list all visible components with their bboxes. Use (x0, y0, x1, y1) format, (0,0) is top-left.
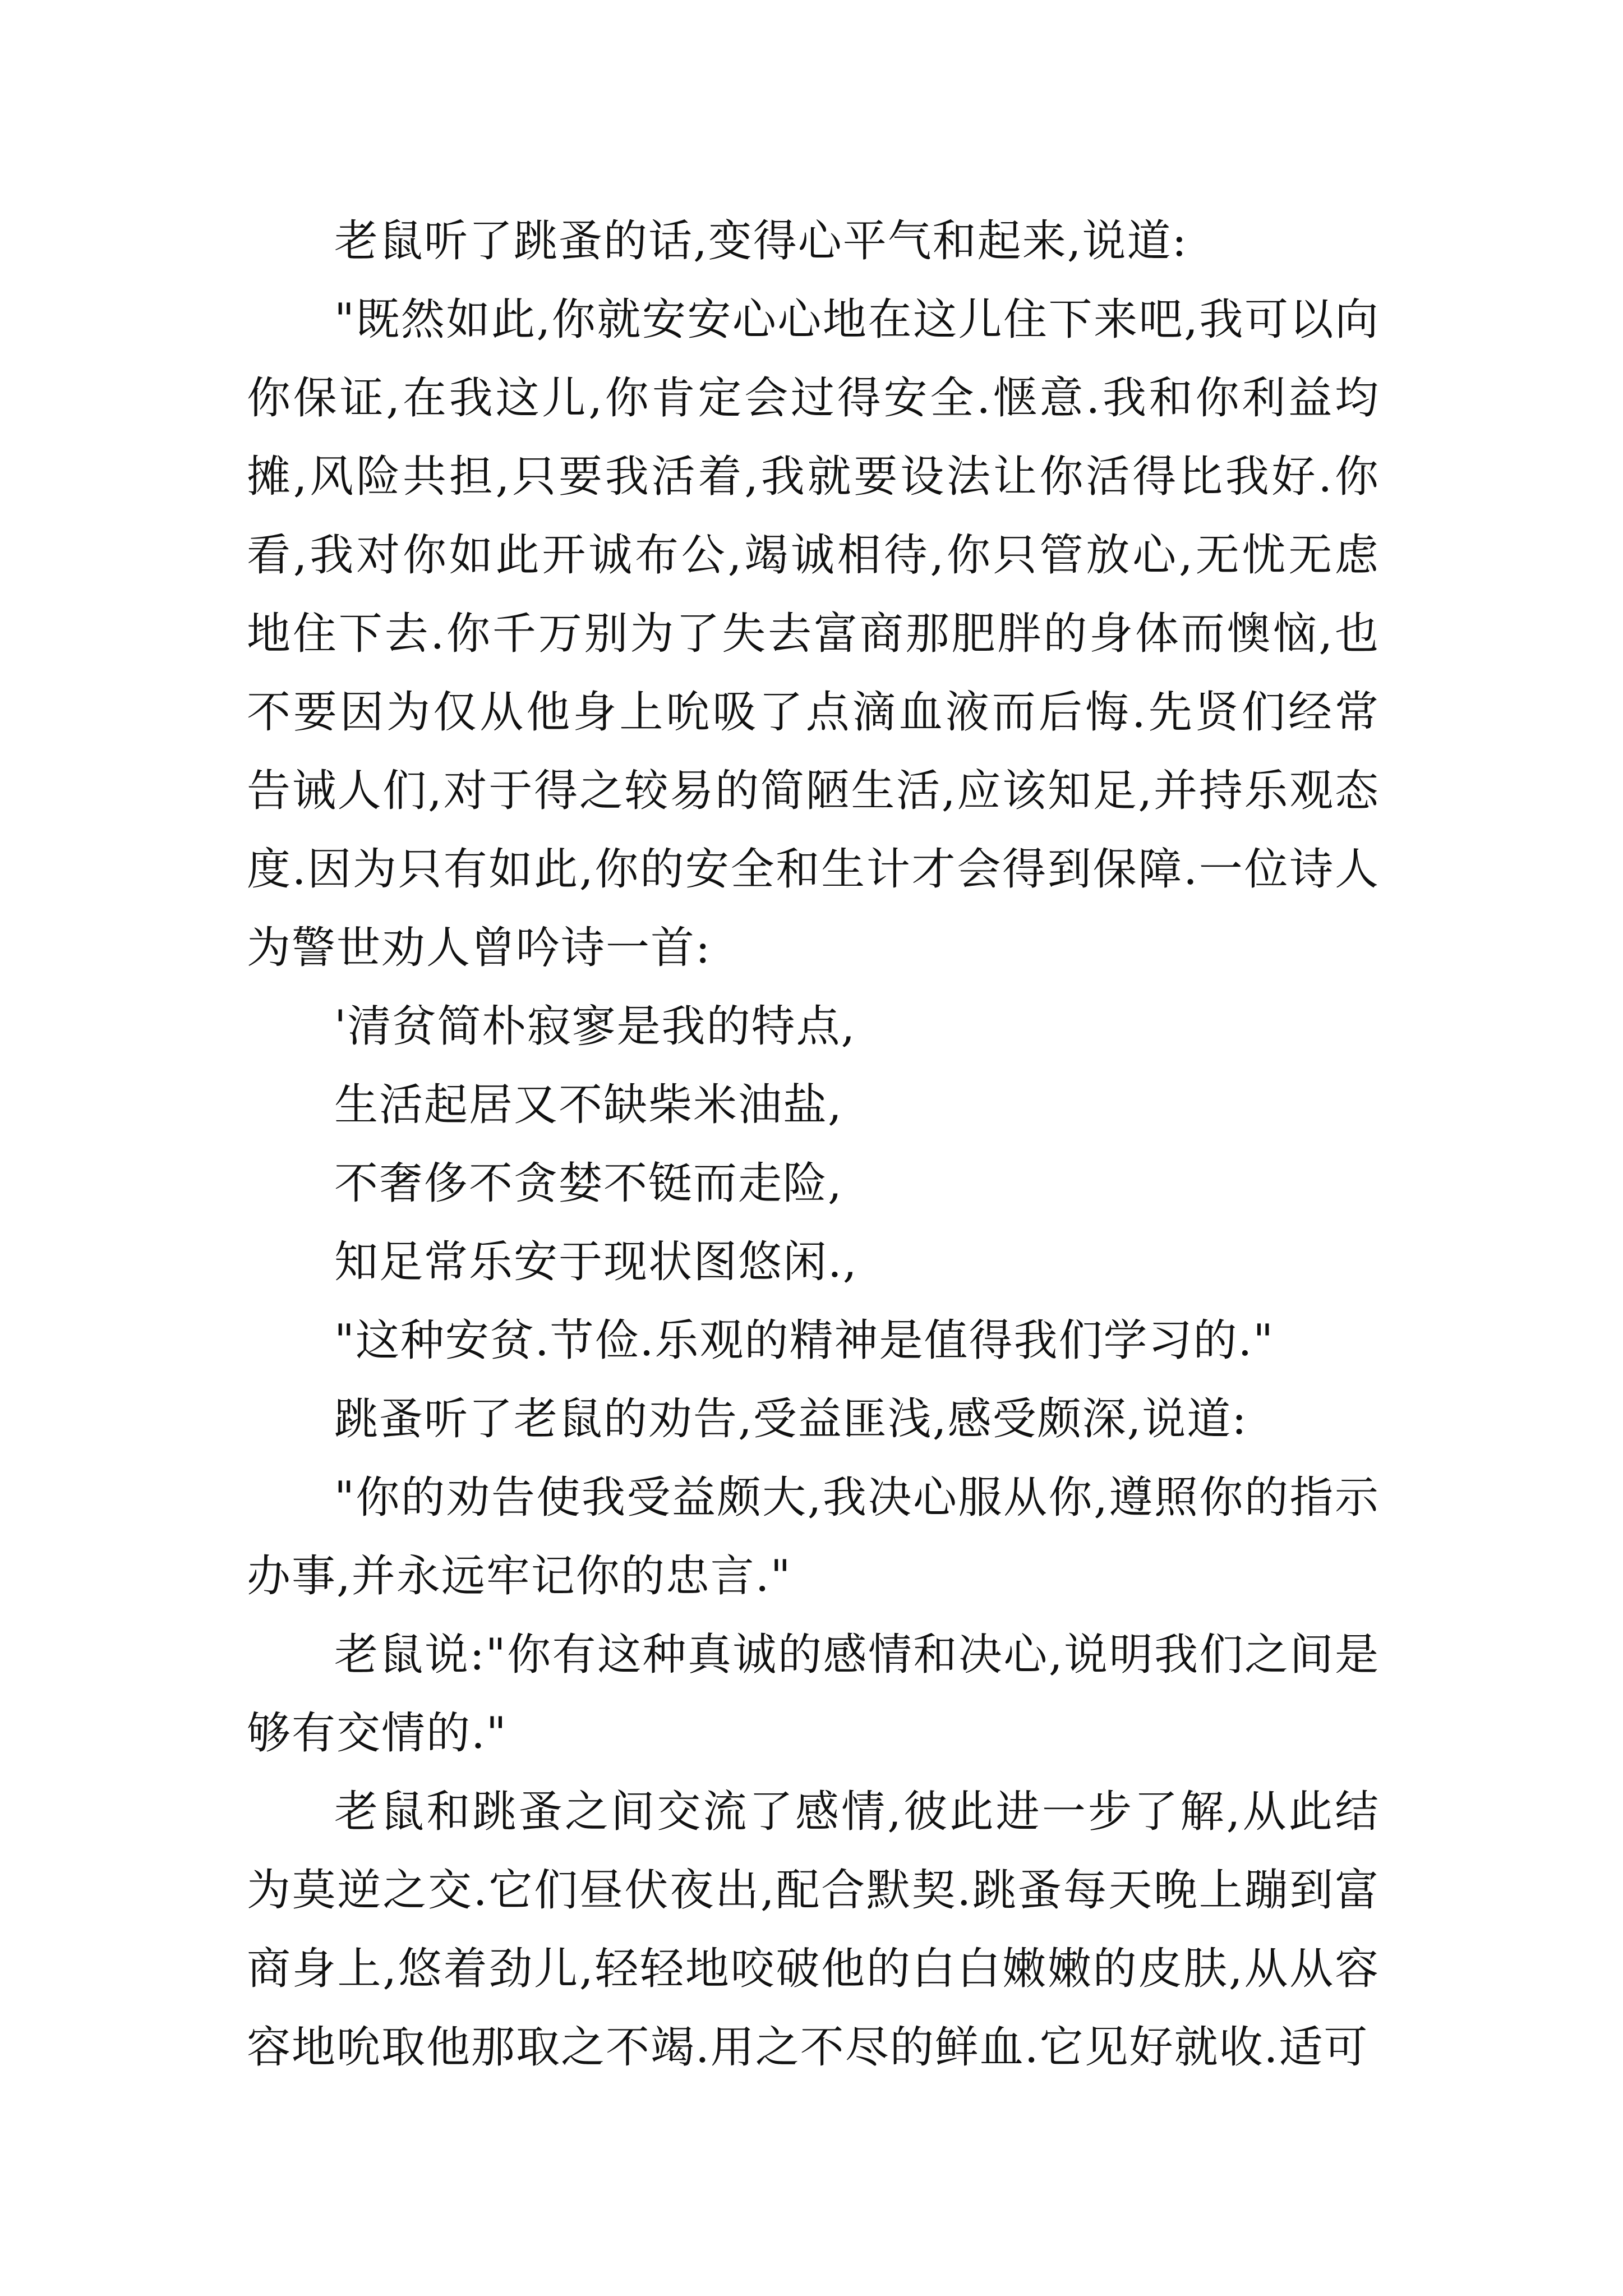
paragraph-5: "你的劝告使我受益颇大,我决心服从你,遵照你的指示办事,并永远牢记你的忠言." (247, 1473, 1380, 1602)
paragraph-1: 老鼠听了跳蚤的话,变得心平气和起来,说道: (334, 216, 1188, 266)
paragraph-2: "既然如此,你就安安心心地在这儿住下来吧,我可以向你保证,在我这儿,你肯定会过得安全.惬意.我和你利益均摊,风险共担,只要我活着,我就要设法让你活得比我好.你看,我对你如此开诚布公,竭诚相待,你只管放心,无忧无虑地住下去.你千万别为了失去富商那肥胖的身体而懊恼,也不要因为仅从他身上吮吸了点滴血液而后悔.先贤们经常告诫人们,对于得之较易的简陋生活,应该知足,并持乐观态度.因为只有如此,你的安全和生计才会得到保障.一位诗人为警世劝人曾吟诗一首: (247, 295, 1380, 973)
paragraph-6: 老鼠说:"你有这种真诚的感情和决心,说明我们之间是够有交情的." (247, 1630, 1380, 1759)
paragraph-4: 跳蚤听了老鼠的劝告,受益匪浅,感受颇深,说道: (334, 1394, 1248, 1444)
paragraph-3: "这种安贫.节俭.乐观的精神是值得我们学习的." (334, 1315, 1275, 1366)
poem-line-3: 不奢侈不贪婪不铤而走险, (334, 1158, 843, 1209)
paragraph-7: 老鼠和跳蚤之间交流了感情,彼此进一步了解,从此结为莫逆之交.它们昼伏夜出,配合默契.跳蚤每天晚上蹦到富商身上,悠着劲儿,轻轻地咬破他的白白嫩嫩的皮肤,从从容容地吮取他那取之不竭.用之不尽的鲜血.它见好就收.适可 (247, 1787, 1380, 2073)
document-body (247, 202, 1380, 2087)
poem-line-1: '清贫简朴寂寥是我的特点, (334, 1001, 856, 1052)
poem-line-4: 知足常乐安于现状图悠闲., (334, 1237, 858, 1287)
poem-line-2: 生活起居又不缺柴米油盐, (334, 1080, 843, 1130)
